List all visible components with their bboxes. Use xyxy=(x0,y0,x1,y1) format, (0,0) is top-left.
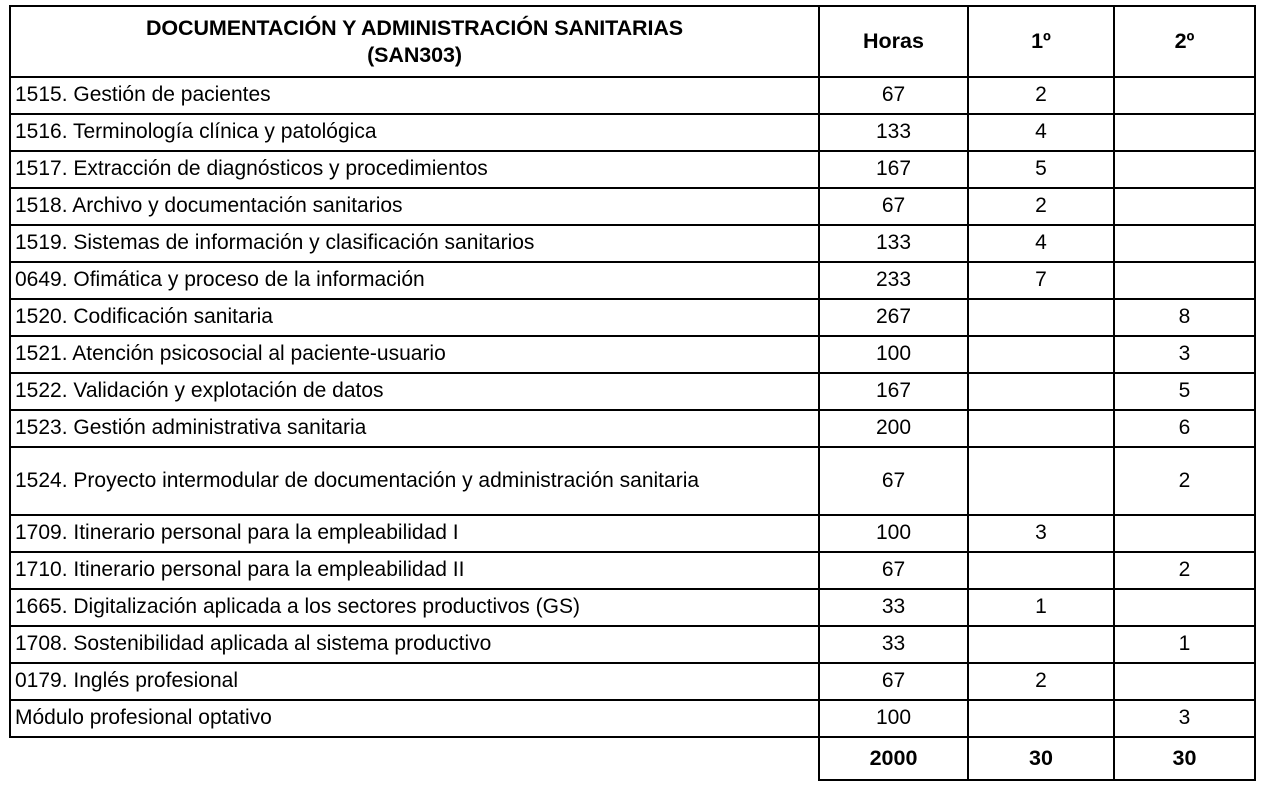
totals-year1-cell: 30 xyxy=(968,737,1114,780)
module-year2-cell xyxy=(1114,515,1255,552)
module-hours-cell: 200 xyxy=(819,410,968,447)
module-year1-cell: 3 xyxy=(968,515,1114,552)
module-year2-cell xyxy=(1114,151,1255,188)
module-year2-cell: 2 xyxy=(1114,552,1255,589)
table-row xyxy=(10,700,1255,737)
module-hours-cell: 67 xyxy=(819,188,968,225)
module-name-cell: 1519. Sistemas de información y clasificación sanitarios xyxy=(10,225,819,262)
module-year2-cell: 6 xyxy=(1114,410,1255,447)
module-hours-cell: 100 xyxy=(819,700,968,737)
header-row xyxy=(10,6,1255,77)
header-title-line-1: DOCUMENTACIÓN Y ADMINISTRACIÓN SANITARIAS xyxy=(146,15,683,40)
module-name-cell: 1521. Atención psicosocial al paciente-usuario xyxy=(10,336,819,373)
module-hours-cell: 133 xyxy=(819,225,968,262)
module-hours-cell: 100 xyxy=(819,515,968,552)
module-name-cell: 1522. Validación y explotación de datos xyxy=(10,373,819,410)
table-row xyxy=(10,77,1255,114)
table-row xyxy=(10,188,1255,225)
module-hours-cell: 67 xyxy=(819,663,968,700)
totals-row xyxy=(10,737,1255,780)
module-year2-cell xyxy=(1114,188,1255,225)
table-body xyxy=(10,77,1255,780)
module-year1-cell xyxy=(968,336,1114,373)
module-year2-cell xyxy=(1114,77,1255,114)
curriculum-table xyxy=(9,5,1256,781)
module-hours-cell: 100 xyxy=(819,336,968,373)
table-row xyxy=(10,626,1255,663)
table-header xyxy=(10,6,1255,77)
module-year2-cell xyxy=(1114,114,1255,151)
table-row xyxy=(10,336,1255,373)
module-year1-cell: 4 xyxy=(968,225,1114,262)
module-year1-cell xyxy=(968,552,1114,589)
module-name-cell: 1709. Itinerario personal para la empleabilidad I xyxy=(10,515,819,552)
module-year2-cell xyxy=(1114,663,1255,700)
module-year1-cell xyxy=(968,626,1114,663)
module-year2-cell xyxy=(1114,225,1255,262)
module-year2-cell xyxy=(1114,262,1255,299)
totals-empty-cell xyxy=(10,737,819,780)
module-hours-cell: 133 xyxy=(819,114,968,151)
table-row xyxy=(10,114,1255,151)
table-row xyxy=(10,663,1255,700)
module-hours-cell: 33 xyxy=(819,589,968,626)
table-row xyxy=(10,299,1255,336)
module-year1-cell: 2 xyxy=(968,77,1114,114)
module-year2-cell xyxy=(1114,589,1255,626)
table-row xyxy=(10,552,1255,589)
module-year1-cell xyxy=(968,299,1114,336)
table-row xyxy=(10,373,1255,410)
module-year1-cell: 4 xyxy=(968,114,1114,151)
module-hours-cell: 33 xyxy=(819,626,968,663)
module-name-cell: 1665. Digitalización aplicada a los sectores productivos (GS) xyxy=(10,589,819,626)
totals-hours-cell: 2000 xyxy=(819,737,968,780)
module-year1-cell: 5 xyxy=(968,151,1114,188)
module-name-cell: 1708. Sostenibilidad aplicada al sistema productivo xyxy=(10,626,819,663)
module-name-cell: 0179. Inglés profesional xyxy=(10,663,819,700)
header-cell-year2: 2º xyxy=(1114,6,1255,77)
module-year2-cell: 5 xyxy=(1114,373,1255,410)
module-year1-cell xyxy=(968,700,1114,737)
header-cell-hours: Horas xyxy=(819,6,968,77)
module-hours-cell: 67 xyxy=(819,552,968,589)
module-name-cell: 1516. Terminología clínica y patológica xyxy=(10,114,819,151)
header-cell-title xyxy=(10,6,819,77)
module-year1-cell xyxy=(968,447,1114,515)
module-year1-cell: 1 xyxy=(968,589,1114,626)
table-row xyxy=(10,515,1255,552)
module-name-cell: 1710. Itinerario personal para la empleabilidad II xyxy=(10,552,819,589)
module-hours-cell: 67 xyxy=(819,447,968,515)
module-name-cell: 1515. Gestión de pacientes xyxy=(10,77,819,114)
module-year2-cell: 1 xyxy=(1114,626,1255,663)
module-name-cell: 0649. Ofimática y proceso de la información xyxy=(10,262,819,299)
table-row xyxy=(10,151,1255,188)
table-row xyxy=(10,447,1255,515)
module-year1-cell xyxy=(968,373,1114,410)
module-year1-cell: 7 xyxy=(968,262,1114,299)
table-row xyxy=(10,589,1255,626)
module-hours-cell: 167 xyxy=(819,151,968,188)
module-name-cell: Módulo profesional optativo xyxy=(10,700,819,737)
module-hours-cell: 267 xyxy=(819,299,968,336)
module-year2-cell: 3 xyxy=(1114,700,1255,737)
module-year2-cell: 3 xyxy=(1114,336,1255,373)
module-name-cell: 1524. Proyecto intermodular de documentación y administración sanitaria xyxy=(10,447,819,515)
module-hours-cell: 167 xyxy=(819,373,968,410)
table-row xyxy=(10,410,1255,447)
module-hours-cell: 67 xyxy=(819,77,968,114)
module-name-cell: 1520. Codificación sanitaria xyxy=(10,299,819,336)
module-year1-cell xyxy=(968,410,1114,447)
totals-year2-cell: 30 xyxy=(1114,737,1255,780)
module-year2-cell: 2 xyxy=(1114,447,1255,515)
table-row xyxy=(10,262,1255,299)
module-year2-cell: 8 xyxy=(1114,299,1255,336)
module-year1-cell: 2 xyxy=(968,188,1114,225)
header-title-line-2: (SAN303) xyxy=(367,42,462,67)
module-name-cell: 1517. Extracción de diagnósticos y procedimientos xyxy=(10,151,819,188)
module-year1-cell: 2 xyxy=(968,663,1114,700)
module-name-cell: 1518. Archivo y documentación sanitarios xyxy=(10,188,819,225)
module-hours-cell: 233 xyxy=(819,262,968,299)
module-name-cell: 1523. Gestión administrativa sanitaria xyxy=(10,410,819,447)
table-row xyxy=(10,225,1255,262)
header-cell-year1: 1º xyxy=(968,6,1114,77)
